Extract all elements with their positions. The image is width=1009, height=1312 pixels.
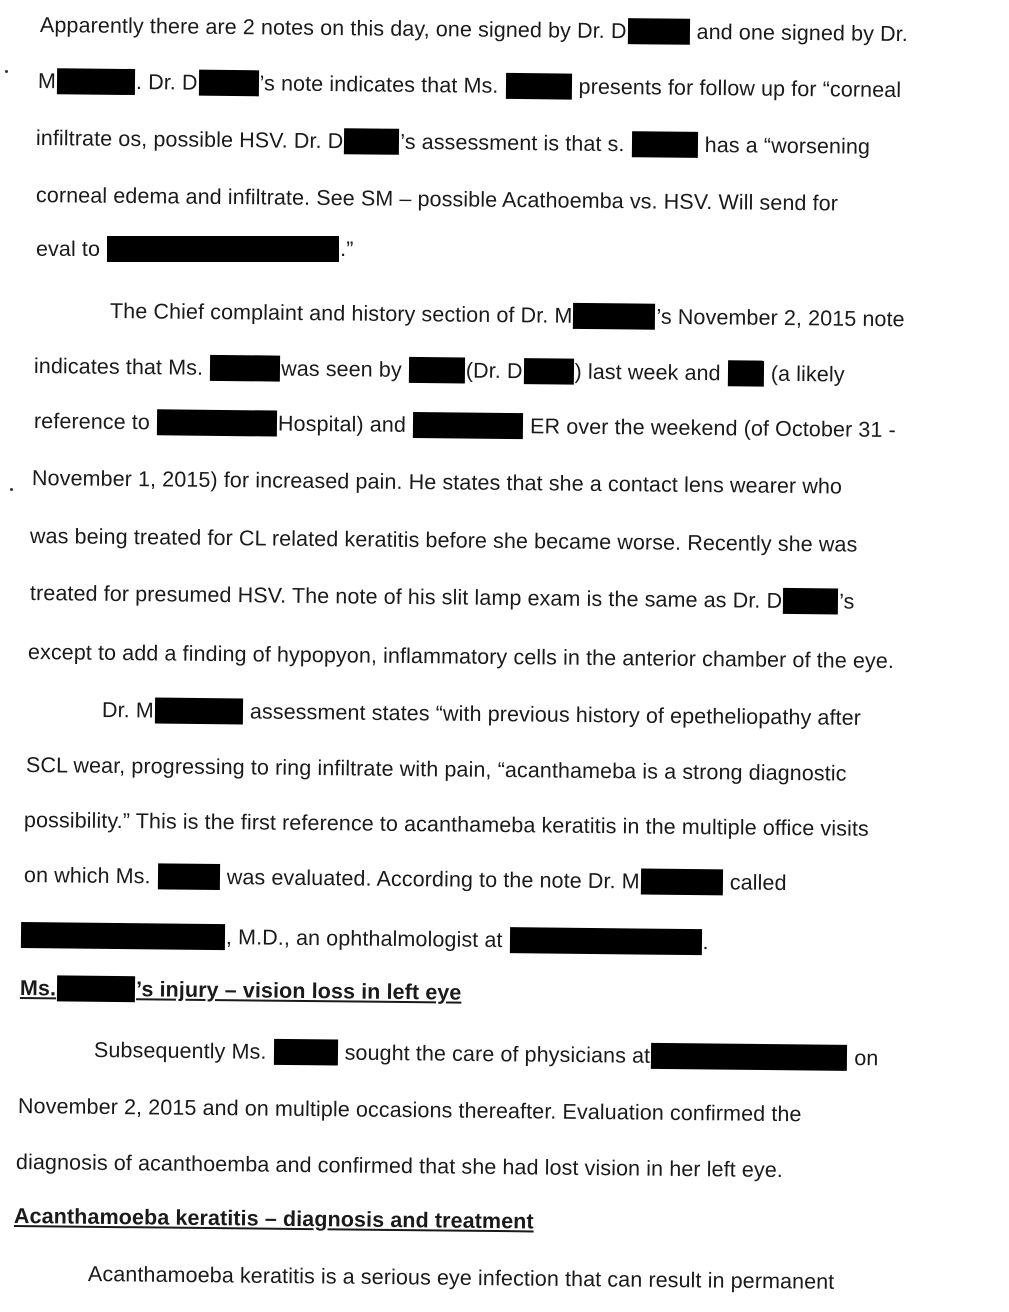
text-line xyxy=(36,183,838,216)
text-span: Apparently there are 2 notes on this day, one signed by Dr. D xyxy=(39,13,627,44)
redaction-box xyxy=(509,927,701,955)
redaction-box xyxy=(413,412,523,439)
text-span: has a “worsening xyxy=(704,133,871,159)
text-span: was evaluated. According to the note Dr. M xyxy=(226,865,640,894)
text-line xyxy=(94,1037,879,1071)
text-span: ’s note indicates that Ms. xyxy=(259,71,499,98)
redaction-box xyxy=(627,18,689,45)
heading-text: Ms. xyxy=(19,976,57,1001)
text-span: Hospital) and xyxy=(277,411,407,437)
redaction-box xyxy=(57,68,135,95)
text-span: Acanthamoeba keratitis is a serious eye infection that can result in permanent xyxy=(87,1262,835,1294)
text-span: presents for follow up for “corneal xyxy=(578,74,902,103)
text-span: infiltrate os, possible HSV. Dr. D xyxy=(35,126,344,154)
redaction-box xyxy=(409,357,465,384)
text-span: sought the care of physicians at xyxy=(344,1040,651,1068)
redaction-box xyxy=(210,355,280,382)
text-span: on which Ms. xyxy=(23,863,151,889)
text-line xyxy=(30,524,858,558)
text-line xyxy=(110,298,905,332)
section-heading xyxy=(14,1204,534,1234)
redaction-box xyxy=(155,698,243,725)
text-span: diagnosis of acanthoemba and confirmed that she had lost vision in her left eye. xyxy=(15,1150,784,1183)
text-span: assessment states “with previous history of epetheliopathy after xyxy=(249,699,862,730)
text-span: ’s xyxy=(839,589,855,614)
redaction-box xyxy=(157,409,277,436)
text-span: corneal edema and infiltrate. See SM – possible Acathoemba vs. HSV. Will send for xyxy=(35,183,839,216)
heading-text: ’s injury – vision loss in left eye xyxy=(136,977,462,1005)
text-span: . Dr. D xyxy=(135,70,198,95)
text-span: possibility.” This is the first reference to acanthameba keratitis in the multiple office visits xyxy=(23,808,869,841)
text-span: . xyxy=(702,930,709,955)
text-span: ER over the weekend (of October 31 - xyxy=(530,414,896,443)
text-span: SCL wear, progressing to ring infiltrate with pain, “acanthameba is a strong diagnostic xyxy=(25,753,847,786)
text-span: .” xyxy=(340,237,354,261)
text-span: Subsequently Ms. xyxy=(93,1038,267,1064)
text-line xyxy=(102,697,861,731)
text-line xyxy=(28,640,894,674)
text-line xyxy=(16,1150,783,1183)
redaction-box xyxy=(651,1043,847,1071)
redaction-box xyxy=(505,73,571,100)
redaction-box xyxy=(107,236,339,262)
text-span: M xyxy=(37,69,57,94)
text-span: The Chief complaint and history section of Dr. M xyxy=(109,299,573,328)
text-span: ’s November 2, 2015 note xyxy=(656,304,905,332)
text-line xyxy=(36,125,870,160)
text-span: eval to xyxy=(36,237,101,261)
text-span: ) last week and xyxy=(574,359,721,386)
text-line xyxy=(36,236,353,262)
redaction-box xyxy=(783,588,838,615)
text-line xyxy=(20,922,709,955)
text-line xyxy=(26,753,847,787)
text-span: indicates that Ms. xyxy=(33,354,204,380)
text-span: , M.D., an ophthalmologist at xyxy=(225,925,503,953)
text-line xyxy=(88,1262,835,1295)
heading-text: Acanthamoeba keratitis – diagnosis and treatment xyxy=(13,1204,534,1234)
redaction-box xyxy=(523,358,573,385)
text-span: was seen by xyxy=(281,356,402,382)
redaction-box xyxy=(728,360,764,386)
text-span: called xyxy=(729,870,787,895)
redaction-box xyxy=(198,70,258,97)
text-span: ’s assessment is that s. xyxy=(400,129,625,157)
text-line xyxy=(38,68,901,103)
section-heading xyxy=(20,975,462,1006)
redaction-box xyxy=(573,303,655,330)
redaction-box xyxy=(158,863,220,890)
scan-speck xyxy=(10,488,13,491)
text-span: treated for presumed HSV. The note of his slit lamp exam is the same as Dr. D xyxy=(29,581,783,613)
redaction-box xyxy=(273,1039,337,1066)
text-span: on xyxy=(854,1045,879,1071)
text-span: (a likely xyxy=(770,361,845,387)
text-span: except to add a finding of hypopyon, inflammatory cells in the anterior chamber of the eye. xyxy=(27,640,895,674)
redaction-box xyxy=(641,868,723,895)
text-line xyxy=(30,580,855,615)
text-line xyxy=(18,1094,802,1127)
text-span: November 1, 2015) for increased pain. He states that she a contact lens wearer who xyxy=(31,466,843,499)
text-span: (Dr. D xyxy=(465,358,523,384)
redaction-box xyxy=(632,131,698,158)
text-line xyxy=(34,408,896,443)
redaction-box xyxy=(344,128,399,155)
text-line xyxy=(32,466,842,499)
text-span: reference to xyxy=(33,409,151,435)
redaction-box xyxy=(57,975,135,1002)
text-line xyxy=(24,808,869,842)
scan-speck xyxy=(5,70,8,73)
text-span: was being treated for CL related keratitis before she became worse. Recently she was xyxy=(29,524,858,557)
text-line xyxy=(40,12,908,47)
text-span: November 2, 2015 and on multiple occasions thereafter. Evaluation confirmed the xyxy=(17,1094,802,1127)
text-line xyxy=(24,862,787,896)
redaction-box xyxy=(21,922,225,950)
text-span: and one signed by Dr. xyxy=(696,19,908,47)
text-span: Dr. M xyxy=(101,698,154,723)
text-line xyxy=(34,353,845,387)
